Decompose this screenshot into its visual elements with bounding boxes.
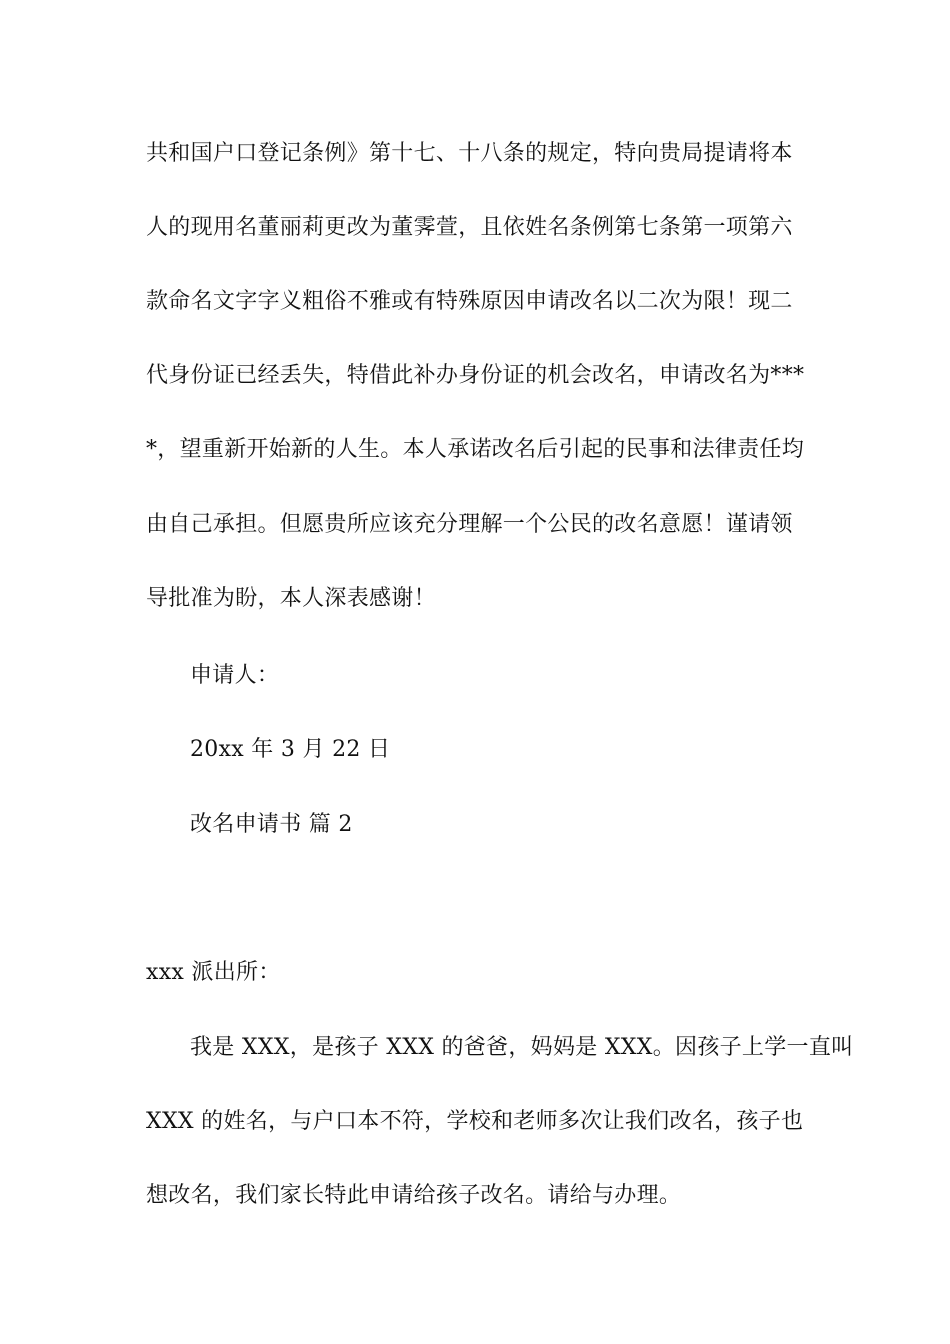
paragraph-line: 我是 XXX，是孩子 XXX 的爸爸，妈妈是 XXX。因孩子上学一直叫 [190, 1035, 854, 1060]
paragraph-line: 款命名文字字义粗俗不雅或有特殊原因申请改名以二次为限！现二 [146, 289, 793, 314]
paragraph-line: 共和国户口登记条例》第十七、十八条的规定，特向贵局提请将本 [146, 141, 793, 166]
paragraph-line: 由自己承担。但愿贵所应该充分理解一个公民的改名意愿！谨请领 [146, 512, 793, 537]
applicant-label: 申请人： [190, 663, 280, 688]
paragraph-line: 想改名，我们家长特此申请给孩子改名。请给与办理。 [146, 1183, 682, 1208]
paragraph-line: 人的现用名董丽莉更改为董霁萱，且依姓名条例第七条第一项第六 [146, 215, 793, 240]
paragraph-line: XXX 的姓名，与户口本不符，学校和老师多次让我们改名，孩子也 [146, 1109, 804, 1134]
paragraph-line: 代身份证已经丢失，特借此补办身份证的机会改名，申请改名为*** [146, 363, 805, 388]
signature-date: 20xx 年 3 月 22 日 [190, 737, 391, 762]
salutation: xxx 派出所： [146, 960, 281, 985]
section-title: 改名申请书 篇 2 [190, 812, 353, 837]
paragraph-line: *，望重新开始新的人生。本人承诺改名后引起的民事和法律责任均 [146, 437, 805, 462]
paragraph-line: 导批准为盼，本人深表感谢！ [146, 586, 436, 611]
